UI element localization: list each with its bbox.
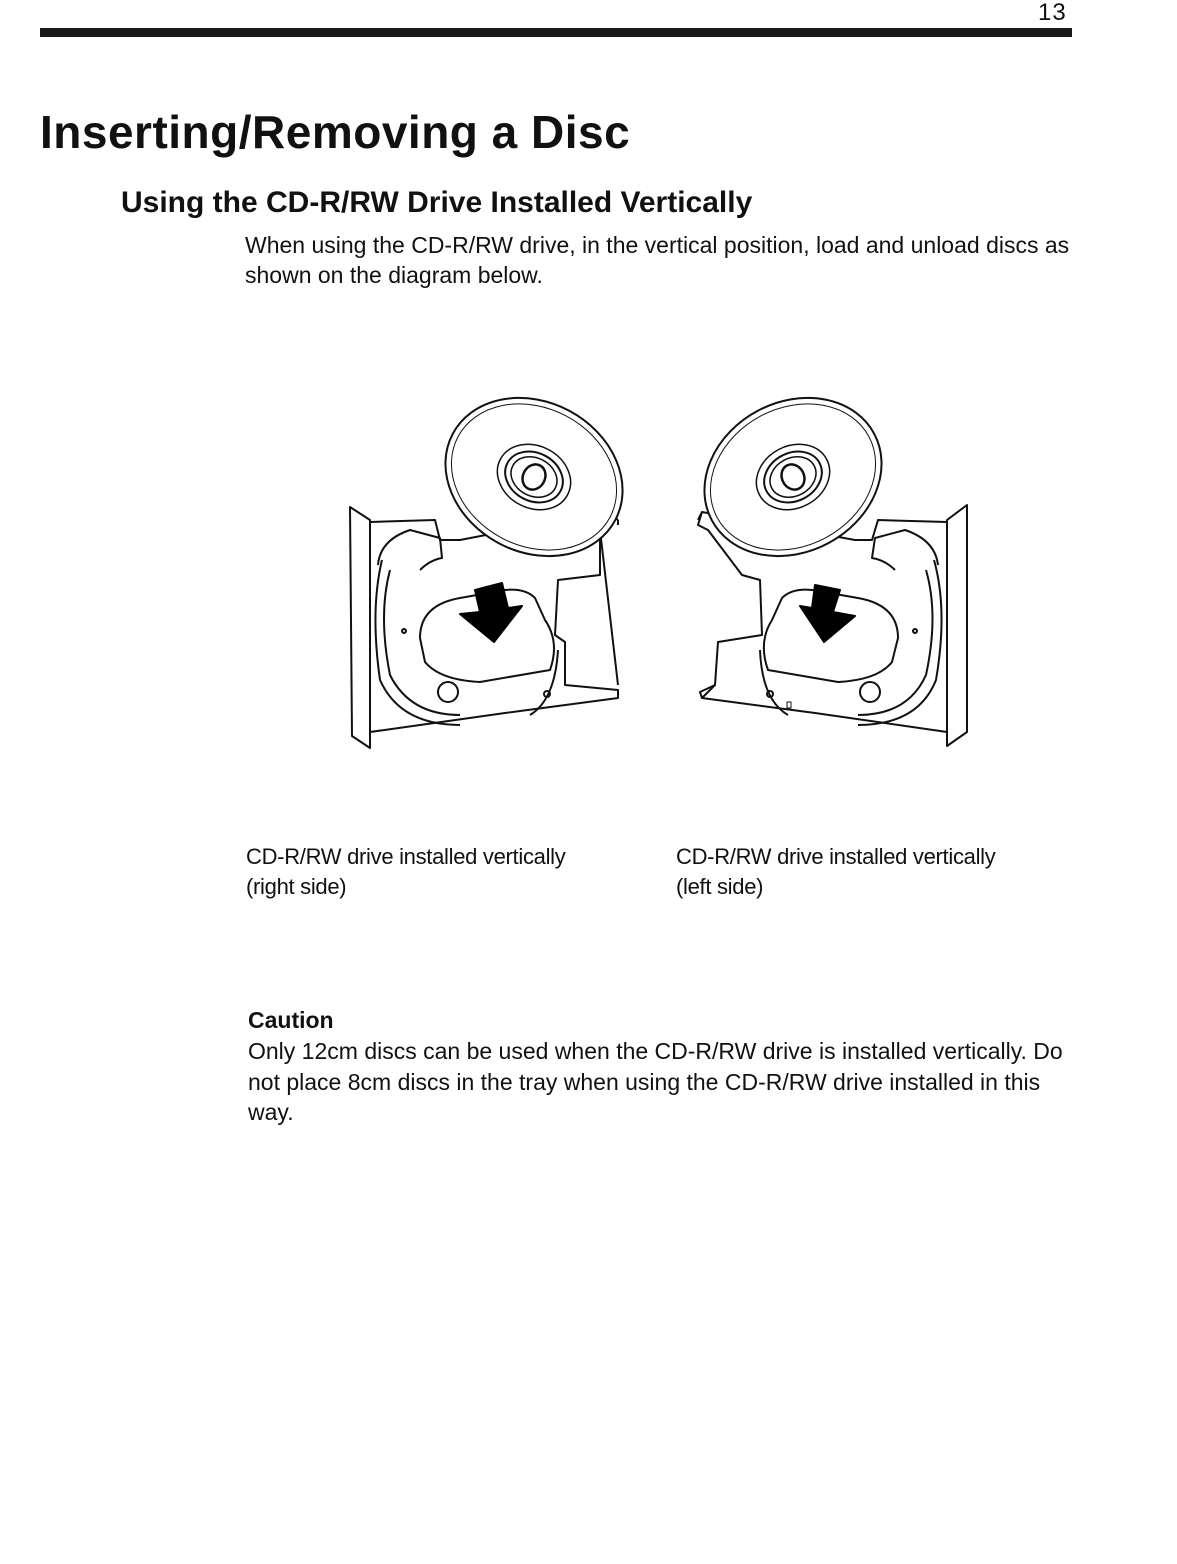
drive-bezel — [350, 507, 370, 748]
drive-left-side-illustration — [677, 380, 967, 746]
intro-paragraph: When using the CD-R/RW drive, in the vertical position, load and unload discs as shown on the diagram below. — [245, 232, 1070, 288]
page-title: Inserting/Removing a Disc — [40, 106, 631, 158]
caption-line: (left side) — [676, 874, 764, 899]
caption-left-side — [676, 842, 995, 902]
caution-heading: Caution — [248, 1007, 334, 1033]
disc-loading-diagram — [330, 380, 1010, 770]
page-number: 13 — [1038, 0, 1067, 26]
drive-bezel — [947, 505, 967, 746]
drive-right-side-illustration — [350, 380, 650, 748]
spindle — [860, 682, 880, 702]
caution-paragraph: Only 12cm discs can be used when the CD-R/RW drive is installed vertically. Do not place 8cm discs in the tray when using the CD-R/RW drive installed in this way. — [248, 1038, 1063, 1125]
section-title: Using the CD-R/RW Drive Installed Vertically — [121, 186, 753, 219]
caption-right-side — [246, 842, 565, 902]
header-rule — [40, 28, 1072, 37]
spindle — [438, 682, 458, 702]
caption-line: CD-R/RW drive installed vertically — [246, 844, 566, 869]
caption-line: CD-R/RW drive installed vertically — [676, 844, 996, 869]
caption-line: (right side) — [246, 874, 347, 899]
